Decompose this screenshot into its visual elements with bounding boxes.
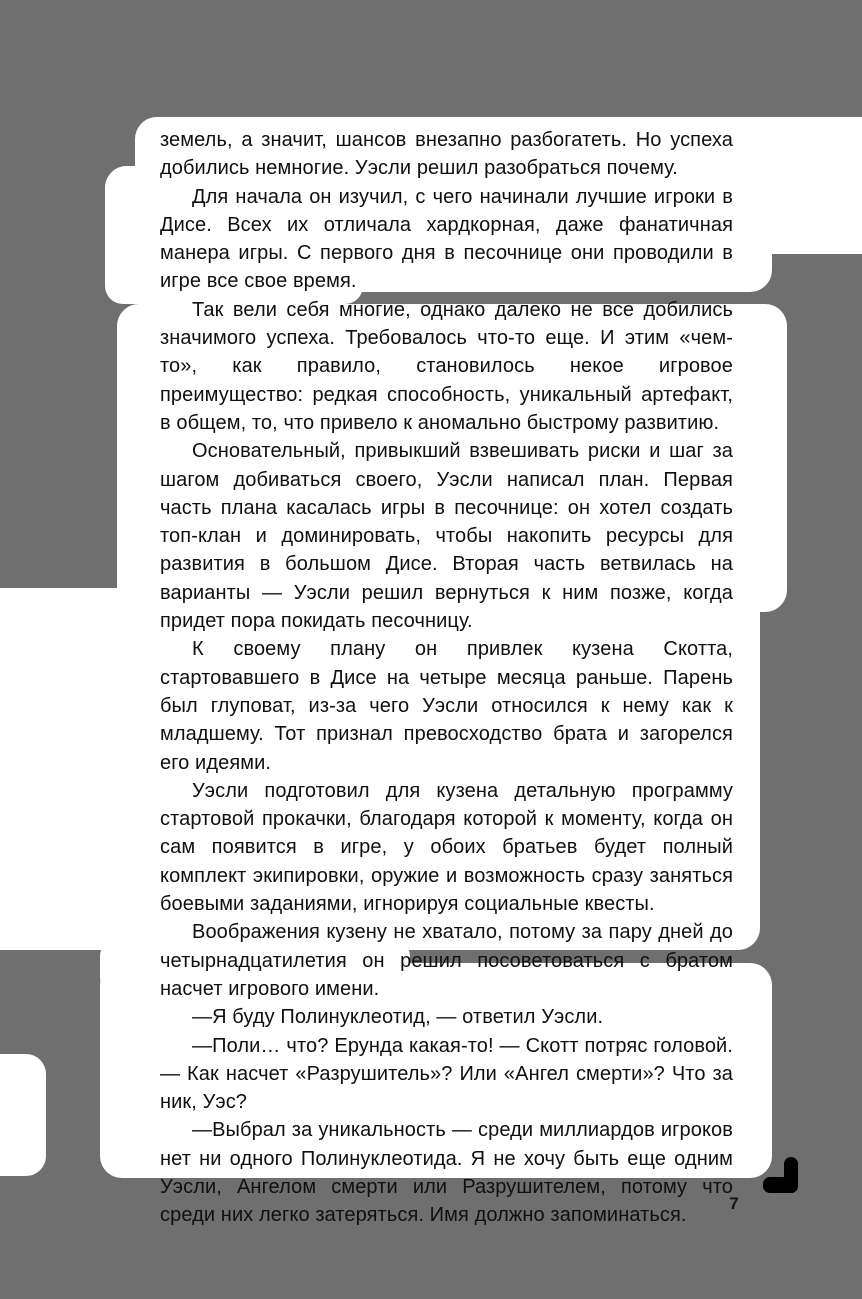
page-corner-icon	[763, 1157, 798, 1193]
paragraph: Для начала он изучил, с чего начинали лучшие игроки в Дисе. Всех их отличала хардкорная, даже фанатичная манера игры. С первого дня в песочнице они проводили в игре все свое время.	[160, 185, 733, 293]
paragraph: Воображения кузену не хватало, потому за пару дней до четырнадцатилетия он решил посоветоваться с братом насчет игрового имени.	[160, 921, 733, 1000]
highlight-blob-left-edge	[0, 1054, 46, 1176]
paragraph: Так вели себя многие, однако далеко не все добились значимого успеха. Требовалось что-то еще. И этим «чем-то», как правило, становилось некое игровое преимущество: редкая способность, уникальный артефакт, в общем, то, что привело к аномально быстрому развитию.	[160, 298, 733, 434]
page-corner-icon-horizontal-bar	[763, 1177, 798, 1193]
book-text-column	[160, 126, 733, 1230]
paragraph: земель, а значит, шансов внезапно разбогатеть. Но успеха добились немногие. Уэсли решил разобраться почему.	[160, 129, 733, 180]
paragraph: К своему плану он привлек кузена Скотта, стартовавшего в Дисе на четыре месяца раньше. Парень был глуповат, из-за чего Уэсли относился к нему как к младшему. Тот признал превосходство брата и загорелся его идеями.	[160, 638, 733, 774]
paragraph: —Выбрал за уникальность — среди миллиардов игроков нет ни одного Полинуклеотида. Я не хочу быть еще одним Уэсли, Ангелом смерти или Разрушителем, потому что среди них легко затеряться. Имя должно запоминаться.	[160, 1119, 733, 1227]
paragraph: —Я буду Полинуклеотид, — ответил Уэсли.	[192, 1006, 604, 1029]
paragraph: Уэсли подготовил для кузена детальную программу стартовой прокачки, благодаря которой к моменту, когда он сам появится в игре, у обоих братьев будет полный комплект экипировки, оружие и возможность сразу заняться боевыми заданиями, игнорируя социальные квесты.	[160, 779, 733, 916]
page-number: 7	[729, 1194, 739, 1213]
paragraph: Основательный, привыкший взвешивать риски и шаг за шагом добиваться своего, Уэсли написал план. Первая часть плана касалась игры в песочнице: он хотел создать топ-клан и доминировать, чтобы накопить ресурсы для развития в большом Дисе. Вторая часть ветвилась на варианты — Уэсли решил вернуться к ним позже, когда придет пора покидать песочницу.	[160, 440, 733, 633]
paragraph: —Поли… что? Ерунда какая-то! — Скотт потряс головой. — Как насчет «Разрушитель»? Или «Ангел смерти»? Что за ник, Уэс?	[160, 1034, 733, 1114]
